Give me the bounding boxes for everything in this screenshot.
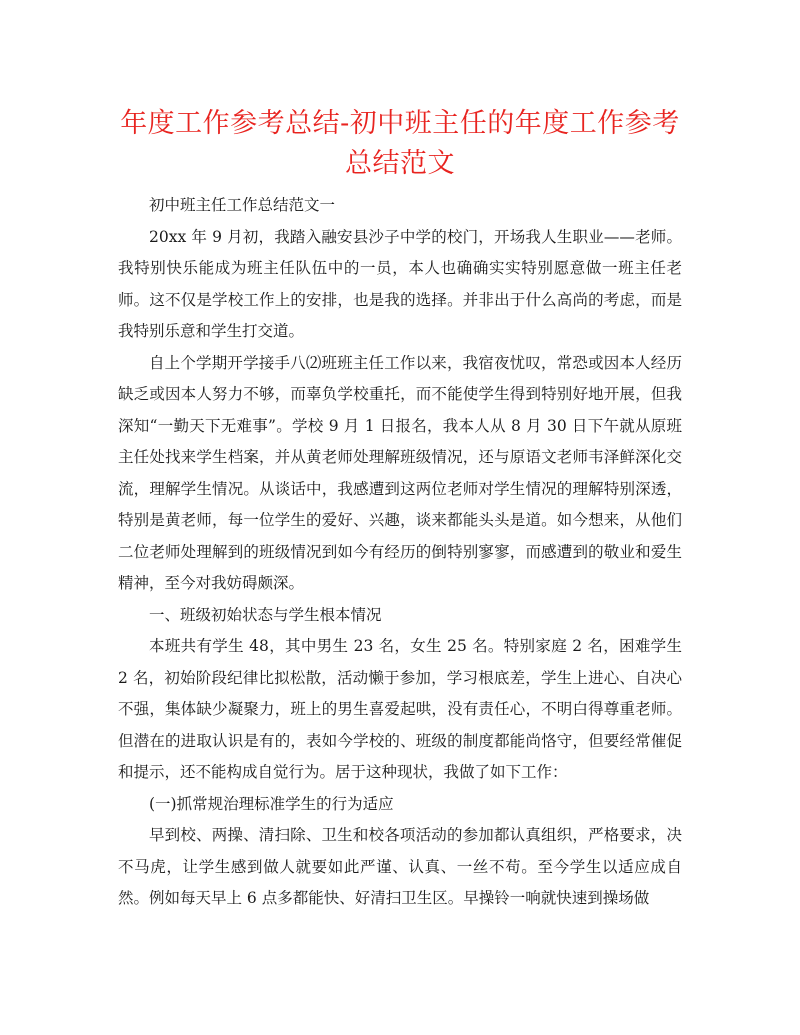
- document-title: [118, 104, 682, 184]
- paragraph-routine-management: 早到校、两操、清扫除、卫生和校各项活动的参加都认真组织，严格要求，决不马虎，让学生感到做人就要如此严谨、认真、一丝不苟。至今学生以适应成自然。例如每天早上 6 点多都能快、好清扫卫生区。早操铃一响就快速到操场做: [118, 826, 682, 907]
- paragraph-takeover: 自上个学期开学接手八⑵班班主任工作以来，我宿夜忧叹，常恐或因本人经历缺乏或因本人努力不够，而辜负学校重托，而不能使学生得到特别好地开展，但我深知“一勤天下无难事”。学校 9 月 1 日报名，我本人从 8 月 30 日下午就从原班主任处找来学生档案，并从黄老师处理解班级情况，还与原语文老师韦泽鲜深化交流，理解学生情况。从谈话中，我感遭到这两位老师对学生情况的理解特别深透，特别是黄老师，每一位学生的爱好、兴趣，谈来都能头头是道。如今想来，从他们二位老师处理解到的班级情况到如今有经历的倒特别寥寥，而感遭到的敬业和爱生精神，至今对我妨碍颇深。: [118, 353, 682, 592]
- section-heading-class-status: 一、班级初始状态与学生根本情况: [149, 605, 382, 624]
- document-title-line-2: 总结范文: [345, 148, 455, 179]
- paragraph-class-status: 本班共有学生 48，其中男生 23 名，女生 25 名。特别家庭 2 名，困难学生 2 名，初始阶段纪律比拟松散，活动懒于参加，学习根底差，学生上进心、自决心不强，集体缺少凝聚力，班上的男生喜爱起哄，没有责任心，不明白得尊重老师。但潜在的进取认识是有的，表如今学校的、班级的制度都能尚恪守，但要经常催促和提示，还不能构成自觉行为。居于这种现状，我做了如下工作：: [118, 637, 682, 781]
- document-title-line-1: 年度工作参考总结-初中班主任的年度工作参考: [120, 108, 680, 139]
- paragraph-intro: 20xx 年 9 月初，我踏入融安县沙子中学的校门，开场我人生职业——老师。我特别快乐能成为班主任队伍中的一员，本人也确确实实特别愿意做一班主任老师。这不仅是学校工作上的安排，也是我的选择。并非出于什么高尚的考虑，而是我特别乐意和学生打交道。: [118, 227, 682, 340]
- subsection-heading-routine-management: (一)抓常规治理标准学生的行为适应: [149, 794, 394, 813]
- document-subtitle: 初中班主任工作总结范文一: [149, 196, 336, 214]
